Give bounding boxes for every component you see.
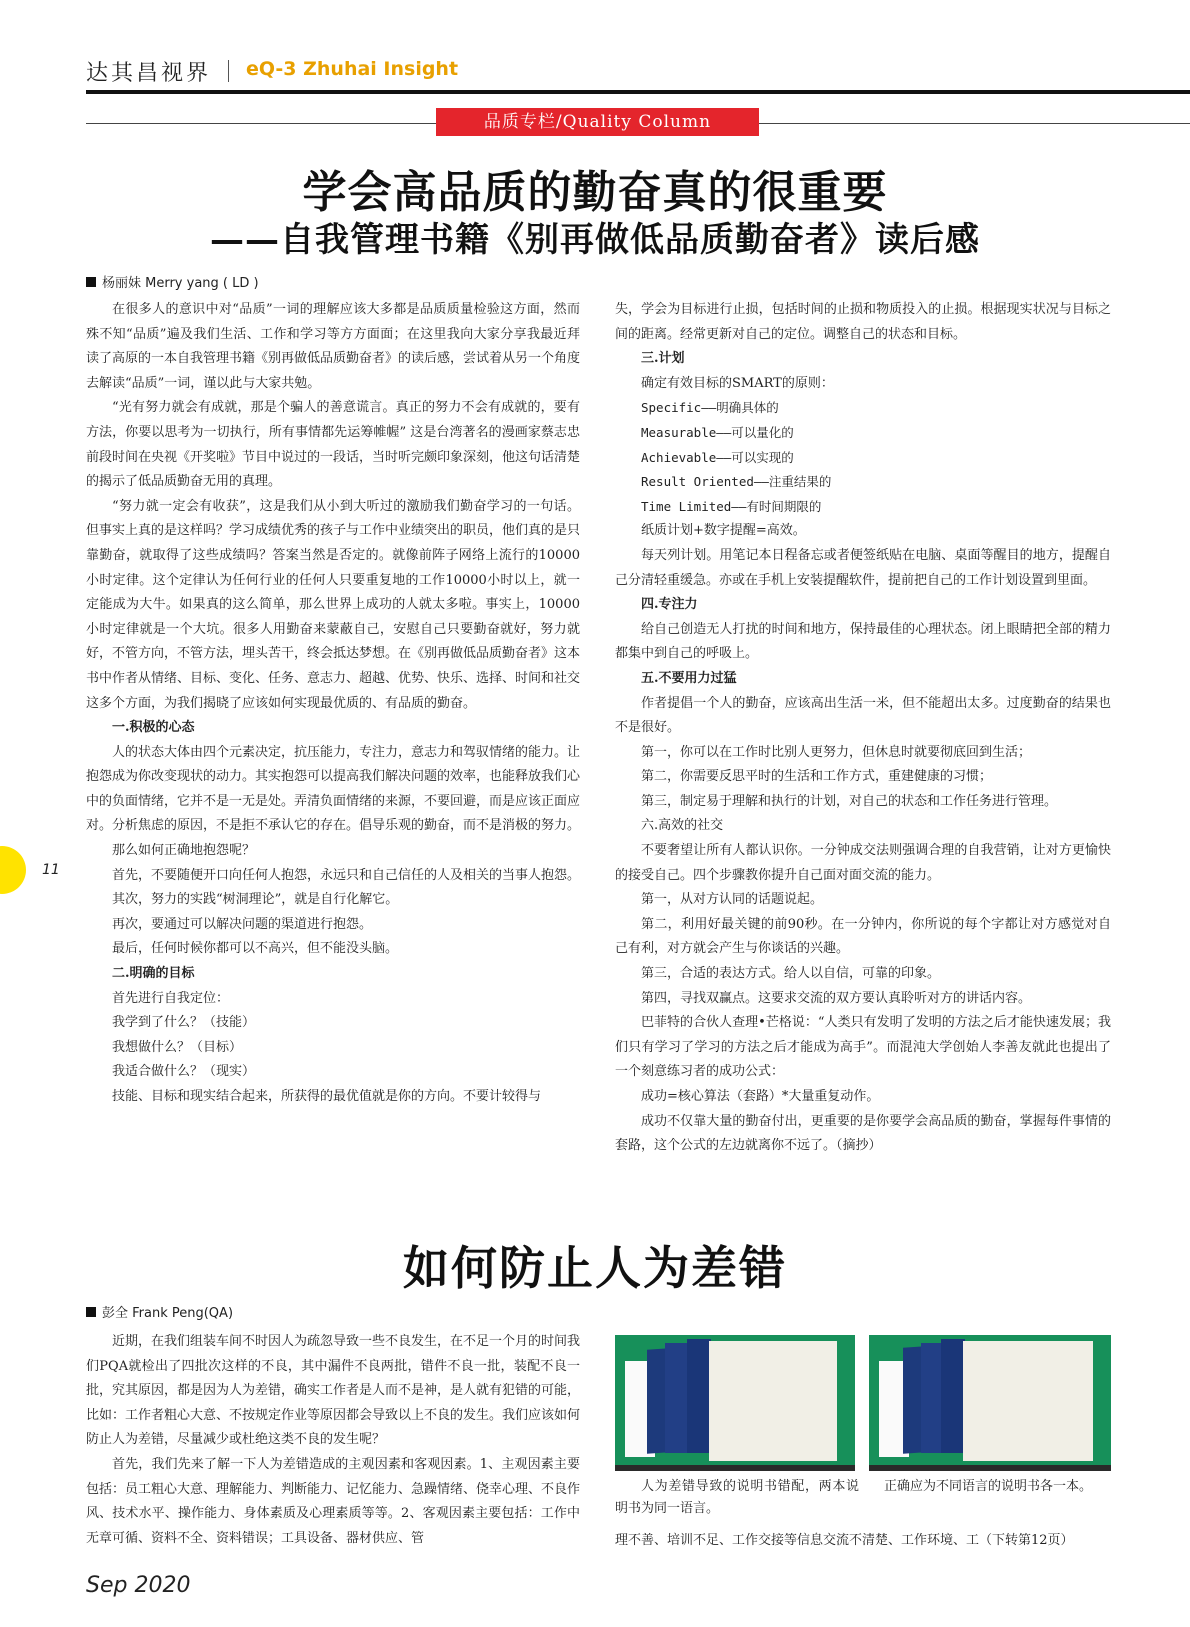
article2-title: 如何防止人为差错 [403, 1241, 787, 1295]
continued-text: 理不善、培训不足、工作交接等信息交流不清楚、工作环境、工（下转第12页） [615, 1533, 1074, 1548]
photo-caption-correct: 正确应为不同语言的说明书各一本。 [884, 1479, 1093, 1494]
paragraph: 第四，寻找双赢点。这要求交流的双方要认真聆听对方的讲话内容。 [641, 990, 1032, 1006]
page-number-dot [0, 846, 26, 894]
section-heading: 二.明确的目标 [112, 966, 195, 982]
paragraph: “光有努力就会有成就，那是个骗人的善意谎言。真正的努力不会有成就的，要有方法，你要以思考为一切执行，所有事情都先运筹帷幄” 这是台湾著名的漫画家蔡志忠前段时间在央视《开奖啦》节目中说过的一段话，当时听完颇印象深刻，他这句话清楚的揭示了低品质勤奋无用的真理。 [86, 400, 581, 490]
paragraph: 近期，在我们组装车间不时因人为疏忽导致一些不良发生，在不足一个月的时间我们PQA就检出了四批次这样的不良，其中漏件不良两批，错件不良一批，装配不良一批，究其原因，都是因为人为差错，确实工作者是人而不是神，是人就有犯错的可能，比如：工作者粗心大意、不按规定作业等原因都会导致以上不良的发生。我们应该如何防止人为差错，尽量减少或杜绝这类不良的发生呢？ [86, 1334, 581, 1448]
page-number: 11 [42, 862, 60, 878]
article2-byline [86, 1302, 233, 1321]
header-rule [86, 90, 1190, 94]
article-left-column [86, 298, 580, 1110]
paragraph: 第二，利用好最关键的前90秒。在一分钟内，你所说的每个字都让对方感觉对自己有利，对方就会产生与你谈话的兴趣。 [615, 916, 1111, 957]
paragraph: 第三，制定易于理解和执行的计划，对自己的状态和工作任务进行管理。 [641, 793, 1058, 809]
section-heading: 一.积极的心态 [112, 720, 195, 736]
paragraph: 再次，要通过可以解决问题的渠道进行抱怨。 [112, 916, 373, 932]
paragraph: 作者提倡一个人的勤奋，应该高出生活一米，但不能超出太多。过度勤奋的结果也不是很好。 [615, 695, 1111, 736]
article-byline [86, 272, 259, 291]
column-tag: 品质专栏/Quality Column [436, 108, 759, 136]
section-heading: 五.不要用力过猛 [641, 670, 737, 686]
photo-caption-wrong: 人为差错导致的说明书错配，两本说明书为同一语言。 [615, 1479, 859, 1516]
header-divider [228, 60, 229, 82]
list-item: Measurable——可以量化的 [641, 424, 794, 440]
paragraph: 人的状态大体由四个元素决定，抗压能力，专注力，意志力和驾驭情绪的能力。让抱怨成为你改变现状的动力。其实抱怨可以提高我们解决问题的效率，也能释放我们心中的负面情绪，它并不是一无是处。弄清负面情绪的来源，不要回避，而是应该正面应对。分析焦虑的原因，不是拒不承认它的存在。倡导乐观的勤奋，而不是消极的努力。 [86, 744, 581, 834]
paragraph: 第二，你需要反思平时的生活和工作方式，重建健康的习惯； [641, 769, 993, 785]
paragraph: 确定有效目标的SMART的原则： [641, 375, 834, 391]
list-item: 我学到了什么？（技能） [112, 1015, 256, 1031]
paragraph: 最后，任何时候你都可以不高兴，但不能没头脑。 [112, 941, 399, 957]
paragraph: 在很多人的意识中对“品质”一词的理解应该大多都是品质质量检验这方面，然而殊不知“品质”遍及我们生活、工作和学习等方方面面；在这里我向大家分享我最近拜读了高原的一本自我管理书籍《别再做低品质勤奋者》的读后感，尝试着从另一个角度去解读“品质”一词，谨以此与大家共勉。 [86, 302, 581, 391]
article2-left-column [86, 1330, 580, 1551]
list-item: Time Limited——有时间期限的 [641, 498, 822, 514]
paragraph: 每天列计划。用笔记本日程备忘或者便签纸贴在电脑、桌面等醒目的地方，提醒自己分清轻重缓急。亦或在手机上安装提醒软件，提前把自己的工作计划设置到里面。 [615, 547, 1111, 588]
paragraph: 首先进行自我定位： [112, 990, 230, 1006]
list-item: 我适合做什么？（现实） [112, 1064, 256, 1080]
photo-correct-manuals [869, 1335, 1111, 1471]
paragraph: 首先，不要随便开口向任何人抱怨，永远只和自己信任的人及相关的当事人抱怨。 [112, 867, 581, 883]
paragraph: 失，学会为目标进行止损，包括时间的止损和物质投入的止损。根据现实状况与目标之间的距离。经常更新对自己的定位。调整自己的状态和目标。 [615, 302, 1111, 342]
list-item: Result Oriented——注重结果的 [641, 474, 832, 490]
byline-square-icon [86, 277, 96, 287]
list-item: Specific——明确具体的 [641, 400, 779, 416]
issue-date: Sep 2020 [86, 1573, 191, 1598]
magazine-insight-label: eQ-3 Zhuhai Insight [246, 58, 459, 80]
paragraph: 成功不仅靠大量的勤奋付出，更重要的是你要学会高品质的勤奋，掌握每件事情的套路，这个公式的左边就离你不远了。（摘抄） [615, 1113, 1111, 1154]
author-name: 彭全 Frank Peng(QA) [102, 1306, 234, 1321]
article-subtitle: ——自我管理书籍《别再做低品质勤奋者》读后感 [210, 220, 980, 260]
list-item: Achievable——可以实现的 [641, 449, 794, 465]
paragraph: 第三，合适的表达方式。给人以自信，可靠的印象。 [641, 966, 941, 982]
paragraph: 那么如何正确地抱怨呢？ [112, 843, 256, 859]
paragraph: 成功=核心算法（套路）*大量重复动作。 [641, 1089, 880, 1104]
article-right-column [615, 298, 1111, 1159]
paragraph: 首先，我们先来了解一下人为差错造成的主观因素和客观因素。1、主观因素主要包括：员工粗心大意、理解能力、判断能力、记忆能力、急躁情绪、侥幸心理、不良作风、技术水平、操作能力、身体素质及心理素质等等。2、客观因素主要包括：工作中无章可循、资料不全、资料错误；工具设备、器材供应、管 [86, 1456, 581, 1546]
paragraph: 其次，努力的实践“树洞理论”，就是自行化解它。 [112, 892, 399, 908]
byline-square-icon [86, 1307, 96, 1317]
paragraph: 纸质计划+数字提醒=高效。 [641, 523, 806, 539]
paragraph: 第一，你可以在工作时比别人更努力，但休息时就要彻底回到生活； [641, 744, 1032, 760]
section-heading: 四.专注力 [641, 597, 698, 613]
paragraph: 给自己创造无人打扰的时间和地方，保持最佳的心理状态。闭上眼睛把全部的精力都集中到自己的呼吸上。 [615, 621, 1111, 662]
article-title: 学会高品质的勤奋真的很重要 [302, 167, 888, 218]
paragraph: 第一，从对方认同的话题说起。 [641, 892, 824, 908]
section-heading: 六.高效的社交 [641, 818, 724, 834]
paragraph: 巴菲特的合伙人查理•芒格说：“人类只有发明了发明的方法之后才能快速发展；我们只有学习了学习的方法之后才能成为高手”。而混沌大学创始人李善友就此也提出了一个刻意练习者的成功公式： [615, 1015, 1111, 1080]
paragraph: 不要奢望让所有人都认识你。一分钟成交法则强调合理的自我营销，让对方更愉快的接受自己。四个步骤教你提升自己面对面交流的能力。 [615, 843, 1111, 883]
magazine-brand: 达其昌视界 [86, 61, 212, 86]
paragraph: “努力就一定会有收获”，这是我们从小到大听过的激励我们勤奋学习的一句话。但事实上真的是这样吗？学习成绩优秀的孩子与工作中业绩突出的职员，他们真的是只靠勤奋，就取得了这些成绩吗？答案当然是否定的。就像前阵子网络上流行的10000小时定律。这个定律认为任何行业的任何人只要重复地的工作10000小时以上，就一定能成为大牛。如果真的这么简单，那么世界上成功的人就太多啦。事实上，10000小时定律就是一个大坑。很多人用勤奋来蒙蔽自己，安慰自己只要勤奋就好，努力就好，不管方向，不管方法，埋头苦干，终会抵达梦想。在《别再做低品质勤奋者》这本书中作者从情绪、目标、变化、任务、意志力、超越、优势、快乐、选择、时间和社交这多个方面，为我们揭晓了应该如何实现最优质的、有品质的勤奋。 [86, 498, 581, 711]
paragraph: 技能、目标和现实结合起来，所获得的最优值就是你的方向。不要计较得与 [112, 1089, 542, 1104]
author-name: 杨丽妹 Merry yang ( LD ) [102, 276, 259, 291]
section-heading: 三.计划 [641, 351, 685, 367]
list-item: 我想做什么？（目标） [112, 1039, 243, 1055]
photo-wrong-manuals [615, 1335, 855, 1471]
